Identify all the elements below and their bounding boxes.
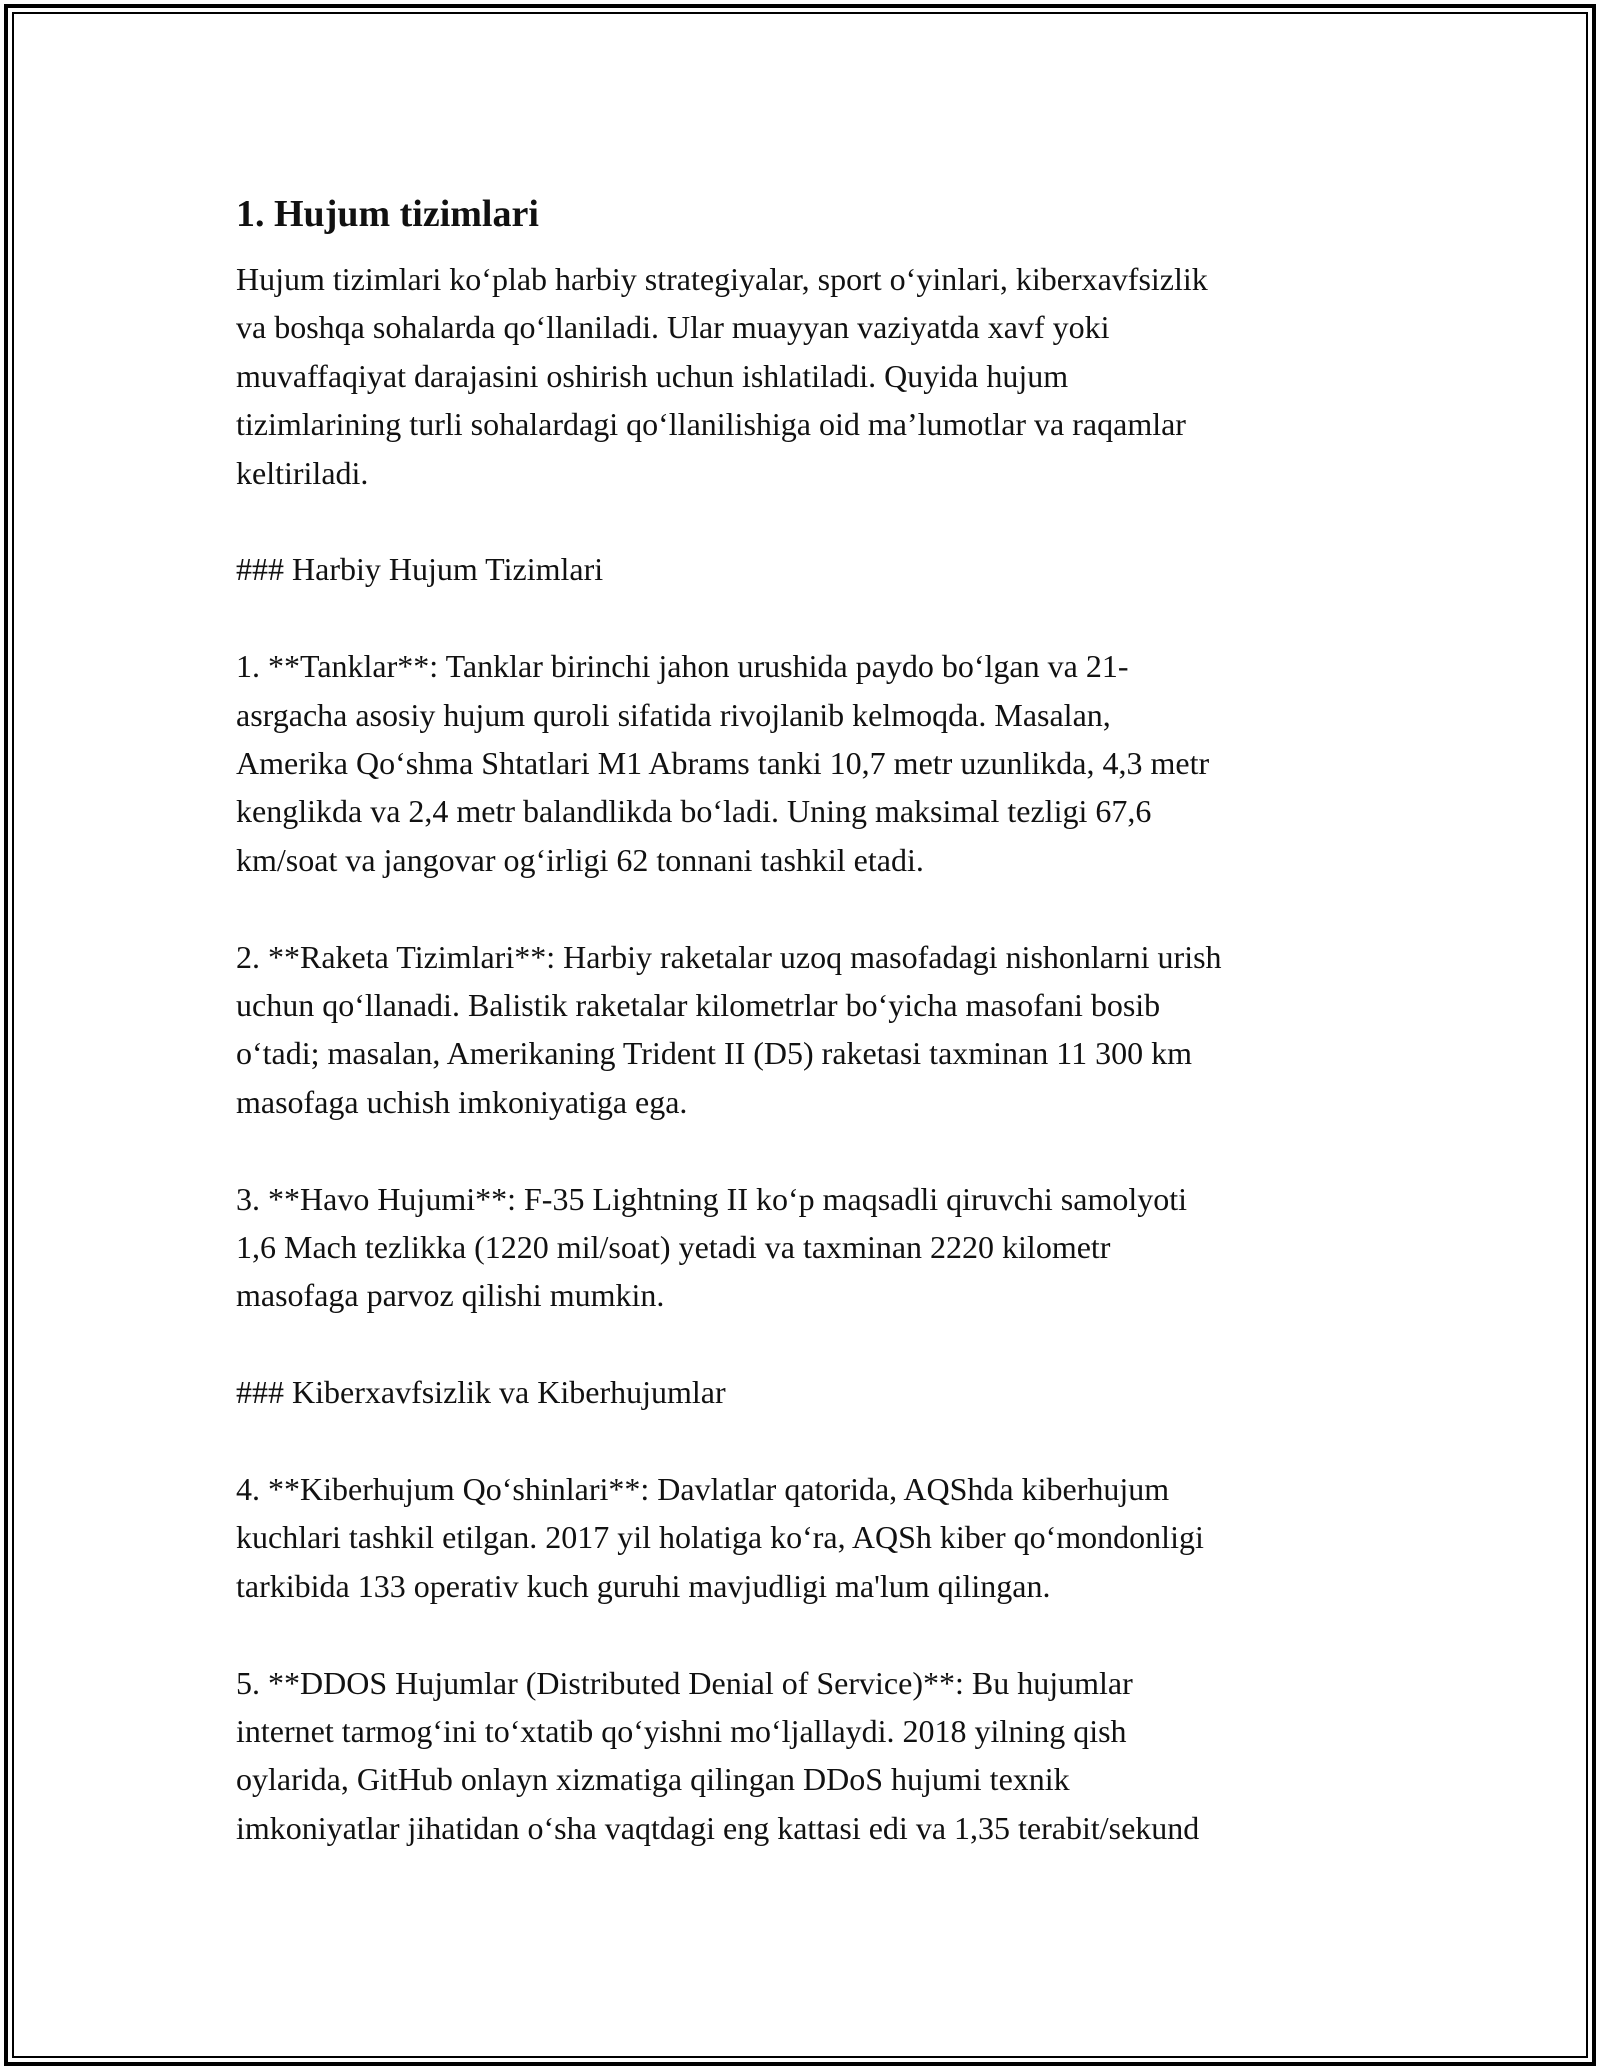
list-item-ddos: 5. **DDOS Hujumlar (Distributed Denial of Service)**: Bu hujumlar internet tarmog‘ini to‘xtatib qo‘yishni mo‘ljallaydi. 2018 yilning qish oylarida, GitHub onlayn xizmatiga qilingan DDoS hujumi texnik imkoniyatlar jihatidan o‘sha vaqtdagi eng kattasi edi va 1,35 terabit/sekund [236,1664,1200,1846]
intro-paragraph: Hujum tizimlari ko‘plab harbiy strategiyalar, sport o‘yinlari, kiberxavfsizlik va boshqa sohalarda qo‘llaniladi. Ular muayyan vaziyatda xavf yoki muvaffaqiyat darajasini oshirish uchun ishlatiladi. Quyida hujum tizimlarining turli sohalardagi qo‘llanilishiga oid ma’lumotlar va raqamlar keltiriladi. [236,261,1208,491]
list-item-air-attack: 3. **Havo Hujumi**: F-35 Lightning II ko‘p maqsadli qiruvchi samolyoti 1,6 Mach tezlikka (1220 mil/soat) yetadi va taxminan 2220 kilometr masofaga parvoz qilishi mumkin. [236,1180,1188,1314]
document-page [236,186,1376,1852]
section-heading-cyber: ### Kiberxavfsizlik va Kiberhujumlar [236,1374,726,1411]
list-item-missiles: 2. **Raketa Tizimlari**: Harbiy raketalar uzoq masofadagi nishonlarni urish uchun qo‘llanadi. Balistik raketalar kilometrlar bo‘yicha masofani bosib o‘tadi; masalan, Amerikaning Trident II (D5) raketasi taxminan 11 300 km masofaga uchish imkoniyatiga ega. [236,938,1222,1120]
list-item-tanks: 1. **Tanklar**: Tanklar birinchi jahon urushida paydo bo‘lgan va 21- asrgacha asosiy hujum quroli sifatida rivojlanib kelmoqda. Masalan, Amerika Qo‘shma Shtatlari M1 Abrams tanki 10,7 metr uzunlikda, 4,3 metr kenglikda va 2,4 metr balandlikda bo‘ladi. Uning maksimal tezligi 67,6 km/soat va jangovar og‘irligi 62 tonnani tashkil etadi. [236,648,1210,878]
document-title: 1. Hujum tizimlari [236,193,539,235]
list-item-cyber-forces: 4. **Kiberhujum Qo‘shinlari**: Davlatlar qatorida, AQShda kiberhujum kuchlari tashkil etilgan. 2017 yil holatiga ko‘ra, AQSh kiber qo‘mondonligi tarkibida 133 operativ kuch guruhi mavjudligi ma'lum qilingan. [236,1471,1204,1604]
section-heading-military: ### Harbiy Hujum Tizimlari [236,551,604,588]
